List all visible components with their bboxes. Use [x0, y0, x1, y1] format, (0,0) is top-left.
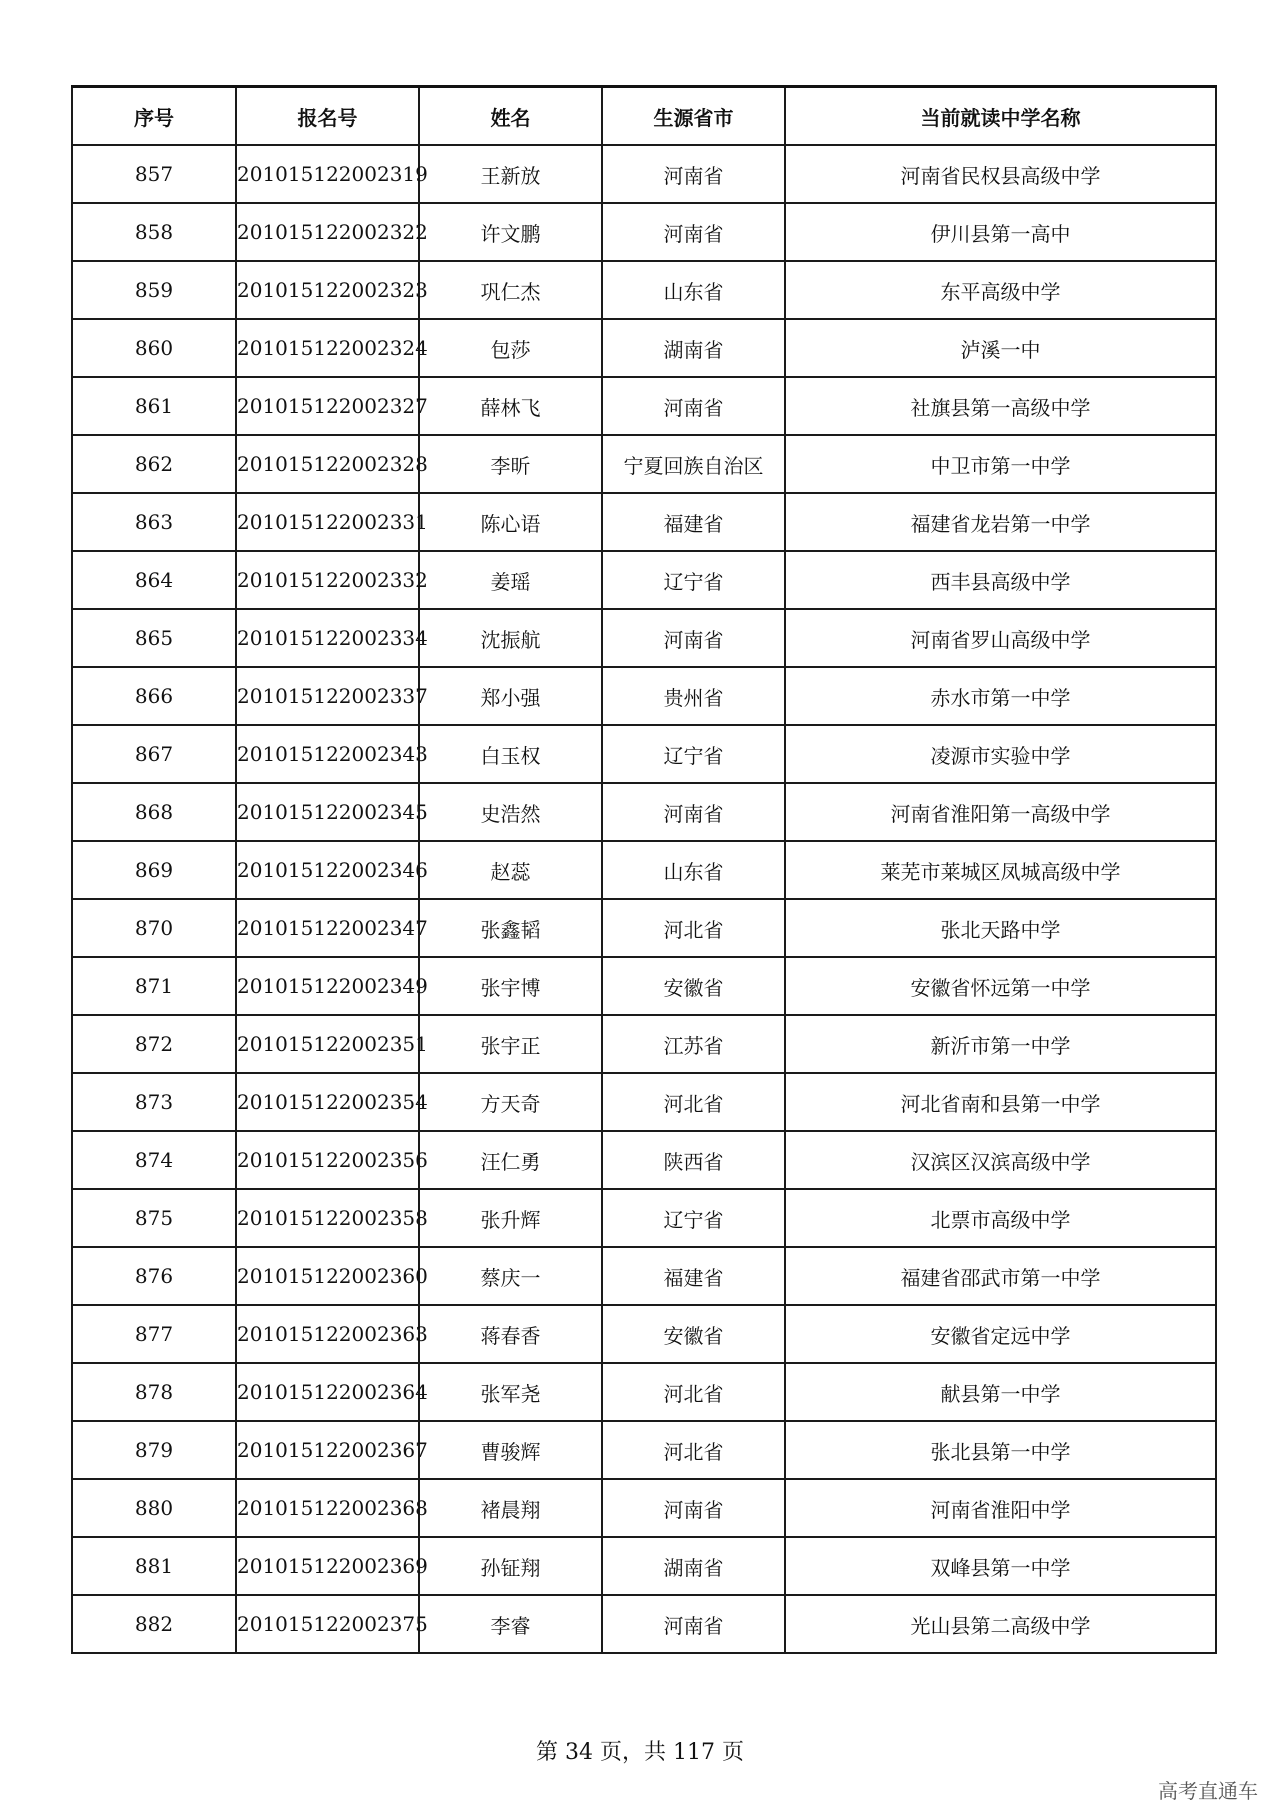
- cell-current-school: 北票市高级中学: [785, 1189, 1216, 1247]
- cell-registration-number: 201015122002324: [236, 319, 419, 377]
- cell-origin-province: 宁夏回族自治区: [602, 435, 785, 493]
- cell-origin-province: 安徽省: [602, 1305, 785, 1363]
- cell-serial-number: 859: [72, 261, 236, 319]
- cell-serial-number: 873: [72, 1073, 236, 1131]
- cell-registration-number: 201015122002364: [236, 1363, 419, 1421]
- table-row: [72, 1247, 1216, 1305]
- table-row: [72, 609, 1216, 667]
- cell-registration-number: 201015122002363: [236, 1305, 419, 1363]
- cell-registration-number: 201015122002367: [236, 1421, 419, 1479]
- cell-serial-number: 874: [72, 1131, 236, 1189]
- header-row: [72, 87, 1216, 146]
- cell-registration-number: 201015122002337: [236, 667, 419, 725]
- cell-serial-number: 862: [72, 435, 236, 493]
- cell-current-school: 汉滨区汉滨高级中学: [785, 1131, 1216, 1189]
- cell-registration-number: 201015122002369: [236, 1537, 419, 1595]
- cell-serial-number: 879: [72, 1421, 236, 1479]
- cell-current-school: 福建省邵武市第一中学: [785, 1247, 1216, 1305]
- table-row: [72, 1537, 1216, 1595]
- table-row: [72, 1131, 1216, 1189]
- cell-registration-number: 201015122002332: [236, 551, 419, 609]
- cell-name: 许文鹏: [419, 203, 602, 261]
- cell-name: 曹骏辉: [419, 1421, 602, 1479]
- table-row: [72, 957, 1216, 1015]
- cell-serial-number: 866: [72, 667, 236, 725]
- cell-name: 蒋春香: [419, 1305, 602, 1363]
- cell-name: 薛林飞: [419, 377, 602, 435]
- table-header: [72, 87, 1216, 146]
- cell-origin-province: 安徽省: [602, 957, 785, 1015]
- cell-name: 张宇正: [419, 1015, 602, 1073]
- cell-name: 沈振航: [419, 609, 602, 667]
- cell-registration-number: 201015122002331: [236, 493, 419, 551]
- cell-serial-number: 877: [72, 1305, 236, 1363]
- cell-serial-number: 881: [72, 1537, 236, 1595]
- cell-current-school: 伊川县第一高中: [785, 203, 1216, 261]
- cell-name: 李睿: [419, 1595, 602, 1653]
- table-row: [72, 1421, 1216, 1479]
- table-row: [72, 145, 1216, 203]
- cell-current-school: 献县第一中学: [785, 1363, 1216, 1421]
- cell-name: 汪仁勇: [419, 1131, 602, 1189]
- table-row: [72, 1015, 1216, 1073]
- cell-current-school: 河南省民权县高级中学: [785, 145, 1216, 203]
- cell-current-school: 福建省龙岩第一中学: [785, 493, 1216, 551]
- cell-name: 褚晨翔: [419, 1479, 602, 1537]
- header-name: 姓名: [419, 87, 602, 146]
- cell-current-school: 张北天路中学: [785, 899, 1216, 957]
- cell-name: 史浩然: [419, 783, 602, 841]
- cell-serial-number: 871: [72, 957, 236, 1015]
- table-row: [72, 1073, 1216, 1131]
- cell-registration-number: 201015122002358: [236, 1189, 419, 1247]
- cell-serial-number: 872: [72, 1015, 236, 1073]
- cell-current-school: 河北省南和县第一中学: [785, 1073, 1216, 1131]
- cell-current-school: 赤水市第一中学: [785, 667, 1216, 725]
- cell-current-school: 双峰县第一中学: [785, 1537, 1216, 1595]
- table-row: [72, 1305, 1216, 1363]
- cell-origin-province: 江苏省: [602, 1015, 785, 1073]
- cell-origin-province: 陕西省: [602, 1131, 785, 1189]
- cell-serial-number: 860: [72, 319, 236, 377]
- cell-current-school: 新沂市第一中学: [785, 1015, 1216, 1073]
- cell-current-school: 泸溪一中: [785, 319, 1216, 377]
- cell-registration-number: 201015122002375: [236, 1595, 419, 1653]
- cell-name: 郑小强: [419, 667, 602, 725]
- cell-current-school: 中卫市第一中学: [785, 435, 1216, 493]
- cell-registration-number: 201015122002328: [236, 435, 419, 493]
- cell-current-school: 河南省淮阳第一高级中学: [785, 783, 1216, 841]
- header-current-school: 当前就读中学名称: [785, 87, 1216, 146]
- cell-registration-number: 201015122002356: [236, 1131, 419, 1189]
- header-registration-number: 报名号: [236, 87, 419, 146]
- cell-name: 张升辉: [419, 1189, 602, 1247]
- cell-serial-number: 858: [72, 203, 236, 261]
- cell-registration-number: 201015122002347: [236, 899, 419, 957]
- cell-serial-number: 869: [72, 841, 236, 899]
- cell-name: 姜瑶: [419, 551, 602, 609]
- cell-serial-number: 876: [72, 1247, 236, 1305]
- table-row: [72, 377, 1216, 435]
- cell-name: 白玉权: [419, 725, 602, 783]
- table-row: [72, 319, 1216, 377]
- header-serial-number: 序号: [72, 87, 236, 146]
- cell-serial-number: 857: [72, 145, 236, 203]
- cell-origin-province: 河南省: [602, 145, 785, 203]
- cell-serial-number: 882: [72, 1595, 236, 1653]
- cell-serial-number: 868: [72, 783, 236, 841]
- cell-serial-number: 870: [72, 899, 236, 957]
- cell-origin-province: 河南省: [602, 377, 785, 435]
- cell-name: 孙钲翔: [419, 1537, 602, 1595]
- cell-current-school: 西丰县高级中学: [785, 551, 1216, 609]
- header-origin-province: 生源省市: [602, 87, 785, 146]
- table-row: [72, 841, 1216, 899]
- cell-serial-number: 880: [72, 1479, 236, 1537]
- cell-current-school: 凌源市实验中学: [785, 725, 1216, 783]
- cell-current-school: 莱芜市莱城区凤城高级中学: [785, 841, 1216, 899]
- cell-origin-province: 河北省: [602, 1073, 785, 1131]
- cell-name: 蔡庆一: [419, 1247, 602, 1305]
- cell-name: 王新放: [419, 145, 602, 203]
- cell-registration-number: 201015122002354: [236, 1073, 419, 1131]
- cell-current-school: 安徽省定远中学: [785, 1305, 1216, 1363]
- cell-current-school: 安徽省怀远第一中学: [785, 957, 1216, 1015]
- cell-registration-number: 201015122002323: [236, 261, 419, 319]
- cell-registration-number: 201015122002349: [236, 957, 419, 1015]
- cell-origin-province: 福建省: [602, 493, 785, 551]
- table-row: [72, 1363, 1216, 1421]
- table-row: [72, 261, 1216, 319]
- table-row: [72, 899, 1216, 957]
- admission-roster-table: [71, 85, 1217, 1654]
- cell-origin-province: 河北省: [602, 1363, 785, 1421]
- cell-origin-province: 贵州省: [602, 667, 785, 725]
- cell-name: 李昕: [419, 435, 602, 493]
- cell-origin-province: 河南省: [602, 1479, 785, 1537]
- cell-origin-province: 河南省: [602, 203, 785, 261]
- cell-origin-province: 福建省: [602, 1247, 785, 1305]
- cell-name: 张宇博: [419, 957, 602, 1015]
- cell-origin-province: 河北省: [602, 899, 785, 957]
- cell-serial-number: 875: [72, 1189, 236, 1247]
- cell-name: 陈心语: [419, 493, 602, 551]
- cell-registration-number: 201015122002360: [236, 1247, 419, 1305]
- cell-name: 包莎: [419, 319, 602, 377]
- table-row: [72, 1595, 1216, 1653]
- table-row: [72, 667, 1216, 725]
- cell-name: 巩仁杰: [419, 261, 602, 319]
- cell-name: 方天奇: [419, 1073, 602, 1131]
- cell-origin-province: 河南省: [602, 609, 785, 667]
- cell-registration-number: 201015122002351: [236, 1015, 419, 1073]
- cell-origin-province: 河南省: [602, 1595, 785, 1653]
- cell-serial-number: 861: [72, 377, 236, 435]
- cell-registration-number: 201015122002346: [236, 841, 419, 899]
- cell-registration-number: 201015122002334: [236, 609, 419, 667]
- table-row: [72, 435, 1216, 493]
- cell-current-school: 光山县第二高级中学: [785, 1595, 1216, 1653]
- cell-current-school: 河南省罗山高级中学: [785, 609, 1216, 667]
- page-number-footer: 第 34 页，共 117 页: [536, 1740, 744, 1765]
- cell-origin-province: 辽宁省: [602, 725, 785, 783]
- table-row: [72, 203, 1216, 261]
- table-row: [72, 493, 1216, 551]
- table-row: [72, 1479, 1216, 1537]
- cell-registration-number: 201015122002319: [236, 145, 419, 203]
- cell-registration-number: 201015122002322: [236, 203, 419, 261]
- watermark-text: 高考直通车: [1158, 1779, 1258, 1803]
- cell-origin-province: 山东省: [602, 841, 785, 899]
- cell-registration-number: 201015122002345: [236, 783, 419, 841]
- cell-serial-number: 864: [72, 551, 236, 609]
- cell-origin-province: 山东省: [602, 261, 785, 319]
- table-row: [72, 551, 1216, 609]
- cell-registration-number: 201015122002368: [236, 1479, 419, 1537]
- table-row: [72, 1189, 1216, 1247]
- cell-current-school: 东平高级中学: [785, 261, 1216, 319]
- cell-origin-province: 河北省: [602, 1421, 785, 1479]
- table-row: [72, 783, 1216, 841]
- cell-name: 赵蕊: [419, 841, 602, 899]
- cell-serial-number: 865: [72, 609, 236, 667]
- cell-registration-number: 201015122002343: [236, 725, 419, 783]
- cell-name: 张鑫韬: [419, 899, 602, 957]
- cell-name: 张军尧: [419, 1363, 602, 1421]
- table-row: [72, 725, 1216, 783]
- cell-origin-province: 辽宁省: [602, 1189, 785, 1247]
- cell-serial-number: 867: [72, 725, 236, 783]
- table-body: [72, 145, 1216, 1653]
- cell-origin-province: 河南省: [602, 783, 785, 841]
- cell-origin-province: 辽宁省: [602, 551, 785, 609]
- cell-serial-number: 863: [72, 493, 236, 551]
- cell-serial-number: 878: [72, 1363, 236, 1421]
- cell-origin-province: 湖南省: [602, 319, 785, 377]
- cell-registration-number: 201015122002327: [236, 377, 419, 435]
- cell-current-school: 河南省淮阳中学: [785, 1479, 1216, 1537]
- cell-current-school: 社旗县第一高级中学: [785, 377, 1216, 435]
- cell-current-school: 张北县第一中学: [785, 1421, 1216, 1479]
- cell-origin-province: 湖南省: [602, 1537, 785, 1595]
